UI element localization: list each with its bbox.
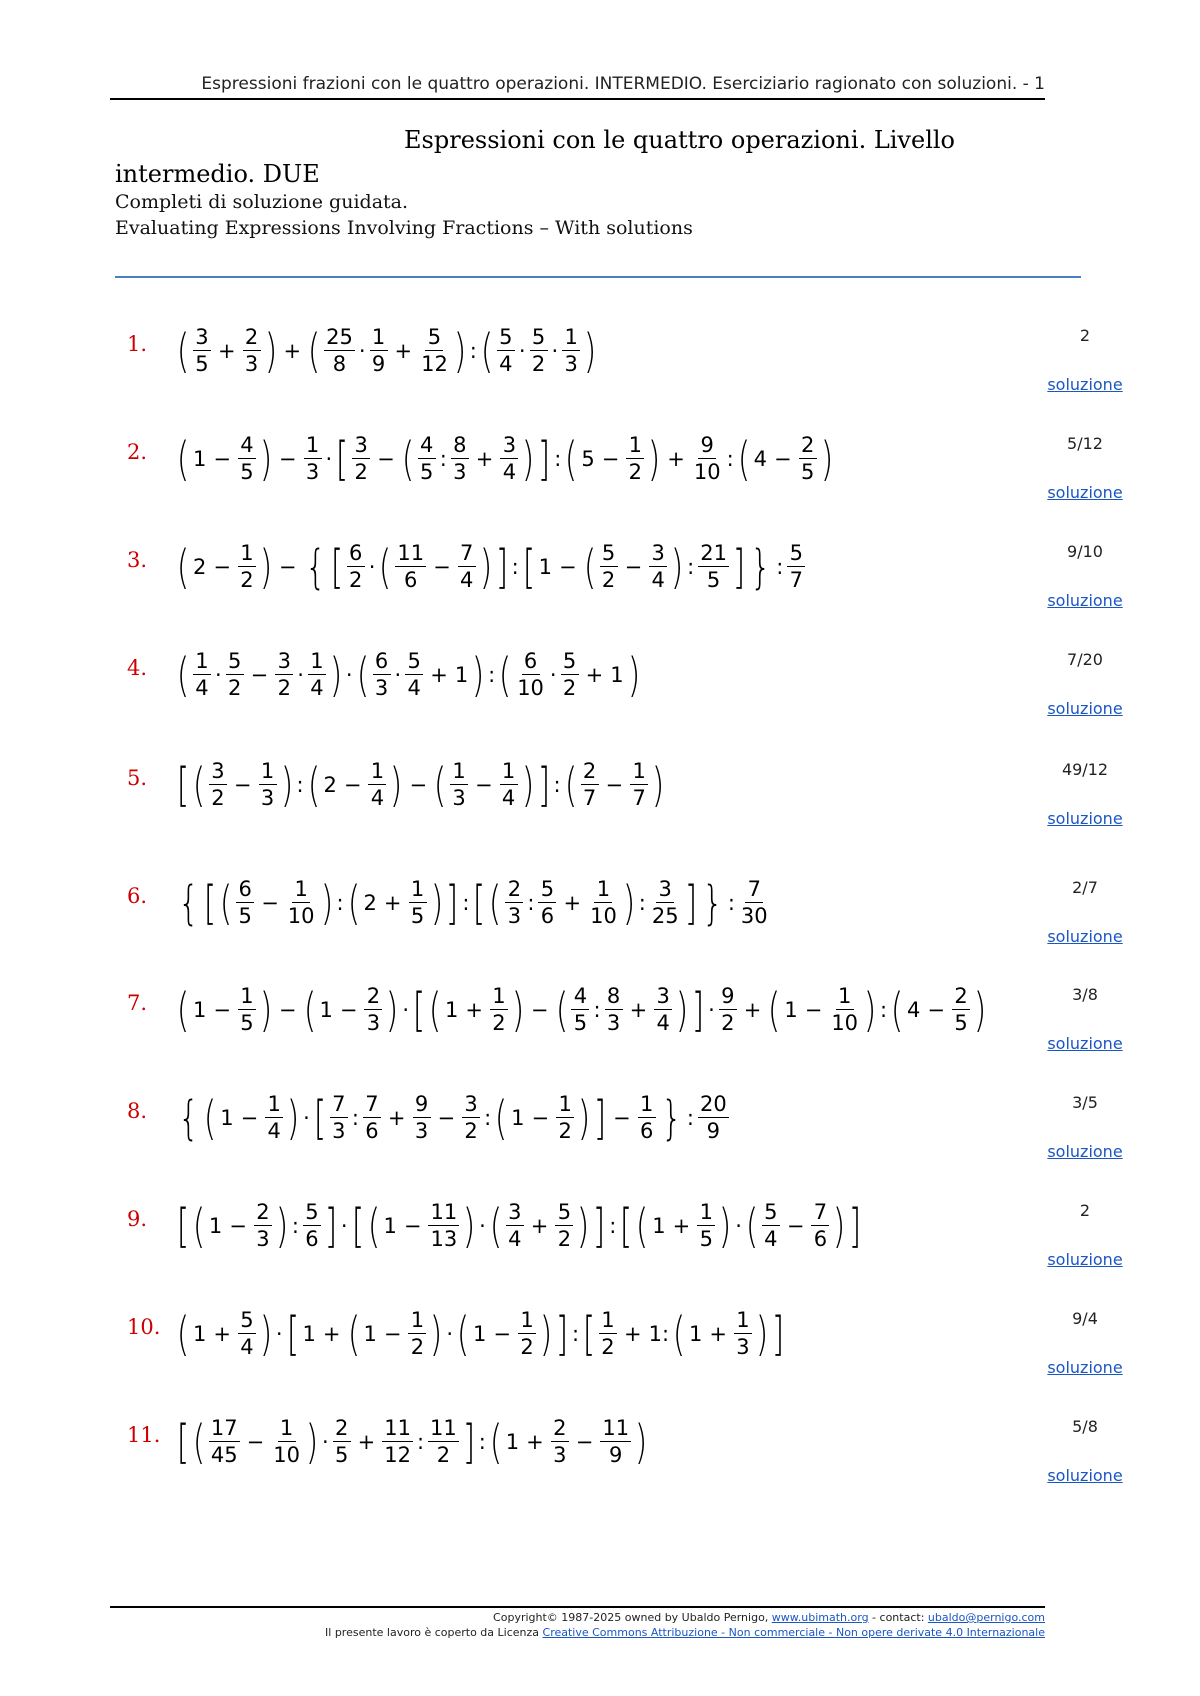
- exercise-answer: 2/7: [1072, 878, 1098, 897]
- exercise-number: 6.: [127, 884, 148, 908]
- exercise-expression: [ ( 3 2 − $\frac{1}{3}$ ) : ( 2 − $\frac{1}{4}$ ) − ( 1 3 − $\frac{1}{4}$ ) ] : ( 2 7 − $\frac{1}{7}$ ): [176, 757, 665, 812]
- exercise-number: 2.: [127, 440, 148, 464]
- email-link[interactable]: ubaldo@pernigo.com: [927, 1611, 1045, 1624]
- subtitle-english: Evaluating Expressions Involving Fractions – With solutions: [115, 217, 693, 239]
- page-title-line2: intermedio. DUE: [115, 160, 320, 188]
- exercise-expression: { [ ( 6 5 − $\frac{1}{10}$ ) : ( 2 + $\frac{1}{5}$ ) ] : [ ( 2 3 : 5 6 + $\frac{1}{10}$ ) : 3 25 ] } : 7 30: [178, 875, 768, 930]
- exercise-expression: ( 3 5 + $\frac{2}{3}$ ) + ( 25 8 · 1 9 + $\frac{5}{12}$ ) : ( 5 4 · 5 2 · 1 3 ): [176, 323, 597, 378]
- license-link[interactable]: Creative Commons Attribuzione - Non commerciale - Non opere derivate 4.0 Internazionale: [542, 1626, 1045, 1639]
- page-header: [110, 72, 1045, 100]
- copyright-text: Copyright© 1987-2025 owned by Ubaldo Pernigo,: [493, 1611, 772, 1624]
- exercise-answer: 49/12: [1061, 760, 1109, 779]
- exercise-expression: ( 1 + $\frac{5}{4}$ ) · [ 1 + ( 1 − $\frac{1}{2}$ ) · ( 1 − $\frac{1}{2}$ ) ] : [ 1 2 + 1: ( 1 + $\frac{1}{3}$ ) ]: [176, 1306, 785, 1361]
- exercise-answer: 3/5: [1072, 1093, 1098, 1112]
- title-block: [115, 125, 1015, 241]
- exercise-number: 5.: [127, 766, 148, 790]
- footer-copyright: [110, 1611, 1045, 1624]
- solution-link[interactable]: soluzione: [1047, 483, 1123, 502]
- exercise-answer: 9/4: [1072, 1309, 1098, 1328]
- page-footer: [110, 1606, 1045, 1639]
- solution-link[interactable]: soluzione: [1047, 809, 1123, 828]
- exercise-answer: 2: [1079, 1201, 1091, 1220]
- exercise-answer: 3/8: [1072, 985, 1098, 1004]
- exercise-number: 11.: [127, 1423, 161, 1447]
- exercise-expression: ( 1 − $\frac{1}{5}$ ) − ( 1 − $\frac{2}{3}$ ) · [ ( 1 + $\frac{1}{2}$ ) − ( 4 5 : 8 3 + $\frac{3}{4}$ ) ] · 9 2 + ( 1 − $\frac{1}{10}$ ) : ( 4 − $\frac{2}{5}$ ): [176, 982, 987, 1037]
- exercise-answer: 5/8: [1072, 1417, 1098, 1436]
- solution-link[interactable]: soluzione: [1047, 699, 1123, 718]
- exercise-number: 1.: [127, 332, 148, 356]
- solution-link[interactable]: soluzione: [1047, 927, 1123, 946]
- exercise-number: 9.: [127, 1207, 148, 1231]
- footer-license: [110, 1626, 1045, 1639]
- website-link[interactable]: www.ubimath.org: [771, 1611, 869, 1624]
- title-divider: [115, 276, 1081, 278]
- exercise-answer: 7/20: [1067, 650, 1103, 669]
- exercise-expression: ( 1 − $\frac{4}{5}$ ) − $\frac{1}{3}$ · [ 3 2 − ( 4 5 : 8 3 + $\frac{3}{4}$ ) ] : ( 5 − $\frac{1}{2}$ ) + $\frac{9}{10}$ : ( 4 − $\frac{2}{5}$ ): [176, 431, 833, 486]
- exercise-answer: 2: [1079, 326, 1091, 345]
- solution-link[interactable]: soluzione: [1047, 1466, 1123, 1485]
- exercise-number: 8.: [127, 1099, 148, 1123]
- exercise-expression: [ ( 17 45 − $\frac{1}{10}$ ) · 2 5 + $\frac{11}{12}$ : 11 2 ] : ( 1 + $\frac{2}{3}$ − $\frac{11}{9}$ ): [176, 1414, 648, 1469]
- exercise-expression: { ( 1 − $\frac{1}{4}$ ) · [ 7 3 : 7 6 + $\frac{9}{3}$ − $\frac{3}{2}$ : ( 1 − $\frac{1}{2}$ ) ] − $\frac{1}{6}$ } : 20 9: [178, 1090, 727, 1145]
- exercise-answer: 9/10: [1067, 542, 1103, 561]
- solution-link[interactable]: soluzione: [1047, 1250, 1123, 1269]
- subtitle-italian: Completi di soluzione guidata.: [115, 191, 409, 213]
- solution-link[interactable]: soluzione: [1047, 1034, 1123, 1053]
- exercise-number: 7.: [127, 991, 148, 1015]
- header-text: Espressioni frazioni con le quattro operazioni. INTERMEDIO. Eserciziario ragionato con soluzioni. - 1: [201, 74, 1045, 94]
- solution-link[interactable]: soluzione: [1047, 1142, 1123, 1161]
- solution-link[interactable]: soluzione: [1047, 591, 1123, 610]
- solution-link[interactable]: soluzione: [1047, 1358, 1123, 1377]
- exercise-expression: [ ( 1 − $\frac{2}{3}$ ) : 5 6 ] · [ ( 1 − $\frac{11}{13}$ ) · ( 3 4 + $\frac{5}{2}$ ) ] : [ ( 1 + $\frac{1}{5}$ ) · ( 5 4 − $\frac{7}{6}$ ) ]: [176, 1198, 862, 1253]
- page-title-line1: Espressioni con le quattro operazioni. Livello: [404, 126, 955, 154]
- license-text: Il presente lavoro è coperto da Licenza: [325, 1626, 543, 1639]
- exercise-expression: ( 1 4 · 5 2 − $\frac{3}{2}$ · 1 4 ) · ( 6 3 · 5 4 + 1 ) : ( 6 10 · 5 2 + 1 ): [176, 647, 640, 702]
- exercise-number: 4.: [127, 656, 148, 680]
- solution-link[interactable]: soluzione: [1047, 375, 1123, 394]
- exercise-answer: 5/12: [1067, 434, 1103, 453]
- exercise-number: 10.: [127, 1315, 161, 1339]
- exercise-expression: ( 2 − $\frac{1}{2}$ ) − { [ 6 2 · ( 11 6 − $\frac{7}{4}$ ) ] : [ 1 − ( 5 2 − $\frac{3}{4}$ ) : 21 5 ] } : 5 7: [175, 542, 807, 591]
- exercise-number: 3.: [127, 548, 148, 572]
- contact-text: - contact:: [868, 1611, 928, 1624]
